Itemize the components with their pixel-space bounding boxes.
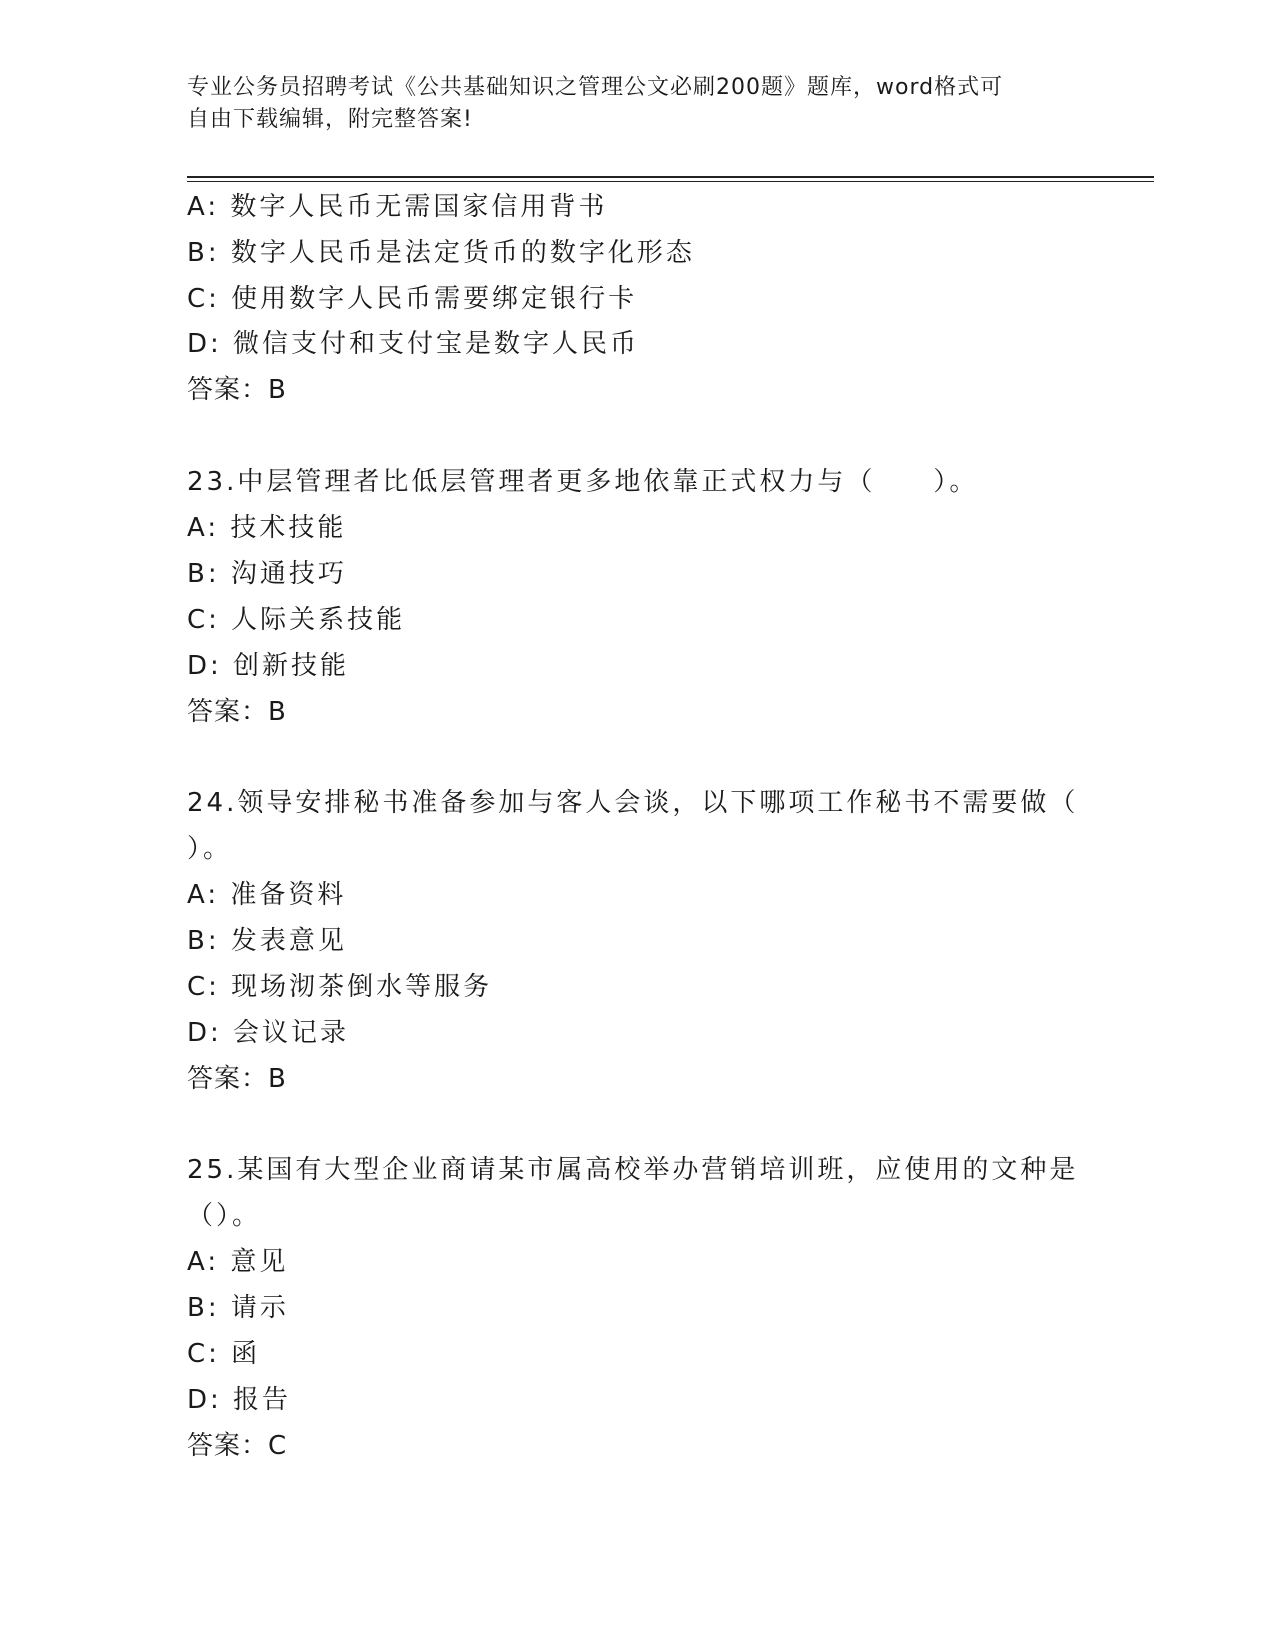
q25-option-d: D: 报告 (187, 1385, 292, 1415)
q24-option-d: D: 会议记录 (187, 1018, 350, 1048)
q23-option-d: D: 创新技能 (187, 651, 350, 681)
q22-answer: 答案：B (187, 375, 287, 405)
q22-option-b: B: 数字人民币是法定货币的数字化形态 (187, 238, 695, 268)
q22-option-a: A: 数字人民币无需国家信用背书 (187, 192, 608, 222)
q24-option-c: C: 现场沏茶倒水等服务 (187, 972, 493, 1002)
header-rule-thick (187, 176, 1154, 178)
q23-stem: 23.中层管理者比低层管理者更多地依靠正式权力与（ ）。 (187, 467, 979, 497)
q24-stem-line-2: ）。 (187, 834, 233, 864)
q24-answer: 答案：B (187, 1064, 287, 1094)
page-header (187, 72, 1067, 136)
header-line-2: 自由下载编辑，附完整答案! (187, 107, 473, 132)
q25-stem-line-2: （）。 (187, 1201, 262, 1231)
q25-option-c: C: 函 (187, 1339, 261, 1369)
q24-option-a: A: 准备资料 (187, 880, 347, 910)
q22-option-d: D: 微信支付和支付宝是数字人民币 (187, 329, 640, 359)
q24-stem-line-1: 24.领导安排秘书准备参加与客人会谈，以下哪项工作秘书不需要做（ (187, 788, 1079, 818)
q25-stem-line-1: 25.某国有大型企业商请某市属高校举办营销培训班，应使用的文种是 (187, 1155, 1079, 1185)
q23-option-a: A: 技术技能 (187, 513, 347, 543)
q23-option-b: B: 沟通技巧 (187, 559, 347, 589)
header-line-1: 专业公务员招聘考试《公共基础知识之管理公文必刷200题》题库，word格式可 (187, 75, 1004, 100)
q25-answer: 答案：C (187, 1431, 288, 1461)
q23-answer: 答案：B (187, 697, 287, 727)
q22-option-c: C: 使用数字人民币需要绑定银行卡 (187, 284, 638, 314)
header-rule-thin (187, 181, 1154, 182)
q25-option-b: B: 请示 (187, 1293, 289, 1323)
q24-option-b: B: 发表意见 (187, 926, 347, 956)
q25-option-a: A: 意见 (187, 1247, 289, 1277)
q23-option-c: C: 人际关系技能 (187, 605, 406, 635)
